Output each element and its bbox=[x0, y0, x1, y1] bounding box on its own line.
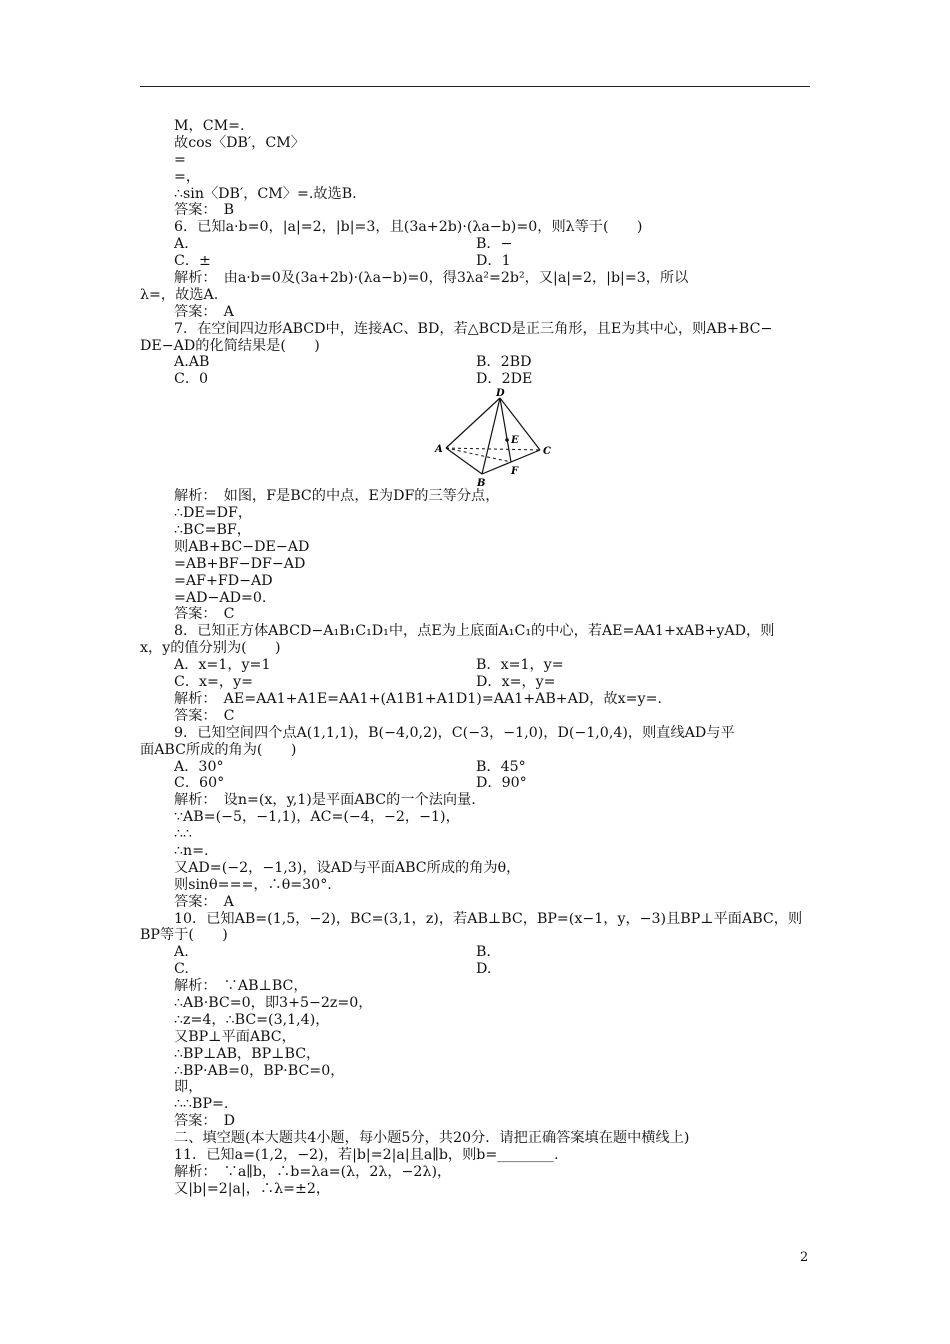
text-line: 又AD=(−2，−1,3)，设AD与平面ABC所成的角为θ， bbox=[174, 859, 521, 876]
text-line: =AF+FD−AD bbox=[174, 572, 273, 589]
text-line: ∴z=4，∴BC=(3,1,4)， bbox=[174, 1011, 330, 1028]
question-10: 10．已知AB=(1,5，−2)，BC=(3,1，z)，若AB⊥BC，BP=(x−1，y，−3)且BP⊥平面ABC，则 bbox=[174, 910, 803, 927]
text-line: 解析： AE=AA1+A1E=AA1+(A1B1+A1D1)=AA1+AB+AD，故x=y=. bbox=[174, 690, 662, 707]
text-line: 则AB+BC−DE−AD bbox=[174, 538, 310, 555]
option-d: D．x=，y= bbox=[476, 674, 556, 691]
option-row bbox=[140, 253, 812, 270]
answer-line: 答案： A bbox=[174, 893, 234, 910]
text-line: ∴∴BP=. bbox=[174, 1096, 229, 1113]
point-e bbox=[505, 438, 509, 442]
text-line: ∴BP·AB=0，BP·BC=0， bbox=[174, 1062, 345, 1079]
option-row bbox=[140, 657, 812, 674]
text-line: λ=，故选A. bbox=[140, 286, 219, 303]
option-b: B．x=1，y= bbox=[476, 657, 564, 674]
text-line: ∴∴ bbox=[174, 826, 193, 843]
label-a: A bbox=[435, 444, 443, 456]
text-line: 解析： 由a·b=0及(3a+2b)·(λa−b)=0，得3λa²=2b²，又|a|=2，|b|=3，所以 bbox=[174, 270, 689, 287]
option-b: B．45° bbox=[476, 758, 526, 775]
document-body bbox=[140, 118, 812, 1198]
option-c: C. bbox=[174, 961, 189, 978]
label-b: B bbox=[477, 478, 486, 489]
label-d: D bbox=[496, 388, 505, 400]
text-line: 又|b|=2|a|，∴λ=±2， bbox=[174, 1180, 331, 1197]
option-row bbox=[140, 775, 812, 792]
option-row bbox=[140, 674, 812, 691]
text-line: 解析： ∵a∥b，∴b=λa=(λ，2λ，−2λ)， bbox=[174, 1163, 452, 1180]
option-a: A． bbox=[174, 236, 199, 253]
text-line: 又BP⊥平面ABC， bbox=[174, 1028, 296, 1045]
text-line: 解析： ∵AB⊥BC， bbox=[174, 978, 308, 995]
option-c: C．0 bbox=[174, 371, 209, 388]
option-a: A.AB bbox=[174, 354, 210, 371]
text-line: =AD−AD=0. bbox=[174, 589, 267, 606]
option-b: B．− bbox=[476, 236, 513, 253]
text-line: ∵AB=(−5，−1,1)，AC=(−4，−2，−1)， bbox=[174, 809, 460, 826]
option-a: A．30° bbox=[174, 758, 224, 775]
text-line: ∴sin〈DB′，CM〉=.故选B. bbox=[174, 185, 357, 202]
question-8: 8．已知正方体ABCD−A₁B₁C₁D₁中，点E为上底面A₁C₁的中心，若AE=AA1+xAB+yAD，则 bbox=[174, 623, 775, 640]
question-11: 11．已知a=(1,2，−2)，若|b|=2|a|且a∥b，则b=________. bbox=[174, 1146, 559, 1163]
option-d: D. bbox=[476, 961, 492, 978]
text-line: M，CM=. bbox=[174, 118, 245, 134]
text-line: ∴DE=DF， bbox=[174, 505, 253, 522]
section-heading: 二、填空题(本大题共4小题，每小题5分，共20分．请把正确答案填在题中横线上) bbox=[174, 1130, 690, 1147]
option-row bbox=[140, 944, 812, 961]
option-d: D．2DE bbox=[476, 371, 533, 388]
edge-da bbox=[446, 398, 500, 448]
answer-line: 答案： C bbox=[174, 707, 235, 724]
text-line: =AB+BF−DF−AD bbox=[174, 555, 306, 572]
text-line: ∴BP⊥AB，BP⊥BC， bbox=[174, 1045, 321, 1062]
segment-df bbox=[500, 398, 511, 462]
option-row bbox=[140, 759, 812, 776]
label-c: C bbox=[543, 446, 551, 458]
option-row bbox=[140, 961, 812, 978]
text-line: 解析： 如图，F是BC的中点，E为DF的三等分点， bbox=[174, 488, 500, 505]
tetrahedron-figure bbox=[140, 388, 812, 488]
option-b: B. bbox=[476, 944, 491, 961]
text-line: = bbox=[174, 151, 186, 168]
page-number: 2 bbox=[800, 1250, 809, 1265]
question-7: 7．在空间四边形ABCD中，连接AC、BD，若△BCD是正三角形，且E为其中心，则AB+BC− bbox=[174, 320, 773, 337]
text-line: BP等于( ) bbox=[140, 927, 228, 944]
option-c: C．x=，y= bbox=[174, 674, 254, 691]
text-line: =， bbox=[174, 168, 201, 185]
label-e: E bbox=[511, 435, 519, 447]
option-row bbox=[140, 354, 812, 371]
edge-ac-hidden bbox=[446, 448, 540, 450]
question-9: 9．已知空间四个点A(1,1,1)，B(−4,0,2)，C(−3，−1,0)，D(−1,0,4)，则直线AD与平 bbox=[174, 724, 735, 741]
answer-line: 答案： D bbox=[174, 1113, 236, 1130]
label-f: F bbox=[511, 466, 519, 478]
edge-db bbox=[482, 398, 500, 474]
option-d: D．90° bbox=[476, 775, 527, 792]
text-line: 即， bbox=[174, 1079, 203, 1096]
header-rule bbox=[140, 86, 810, 87]
option-c: C．60° bbox=[174, 775, 225, 792]
option-row bbox=[140, 236, 812, 253]
option-a: A. bbox=[174, 944, 189, 961]
option-a: A．x=1，y=1 bbox=[174, 657, 271, 674]
edge-dc bbox=[500, 398, 540, 450]
text-line: x，y的值分别为( ) bbox=[140, 640, 281, 657]
option-d: D．1 bbox=[476, 253, 511, 270]
text-line: 解析： 设n=(x，y,1)是平面ABC的一个法向量. bbox=[174, 792, 476, 809]
tetrahedron-diagram bbox=[430, 388, 560, 488]
text-line: ∴AB·BC=0，即3+5−2z=0， bbox=[174, 994, 373, 1011]
option-b: B．2BD bbox=[476, 354, 532, 371]
answer-line: 答案： A bbox=[174, 303, 234, 320]
text-line: ∴n=. bbox=[174, 842, 209, 859]
text-line: 则sinθ===，∴θ=30°. bbox=[174, 876, 332, 893]
text-line: ∴BC=BF， bbox=[174, 522, 251, 539]
text-line: 故cos〈DB′，CM〉 bbox=[174, 134, 305, 151]
text-line: DE−AD的化简结果是( ) bbox=[140, 337, 320, 354]
question-6: 6．已知a·b=0，|a|=2，|b|=3，且(3a+2b)·(λa−b)=0，则λ等于( ) bbox=[174, 219, 643, 236]
option-c: C．± bbox=[174, 253, 211, 270]
option-row bbox=[140, 371, 812, 388]
answer-line: 答案： C bbox=[174, 606, 235, 623]
text-line: 面ABC所成的角为( ) bbox=[140, 741, 297, 758]
answer-line: 答案： B bbox=[174, 202, 235, 219]
